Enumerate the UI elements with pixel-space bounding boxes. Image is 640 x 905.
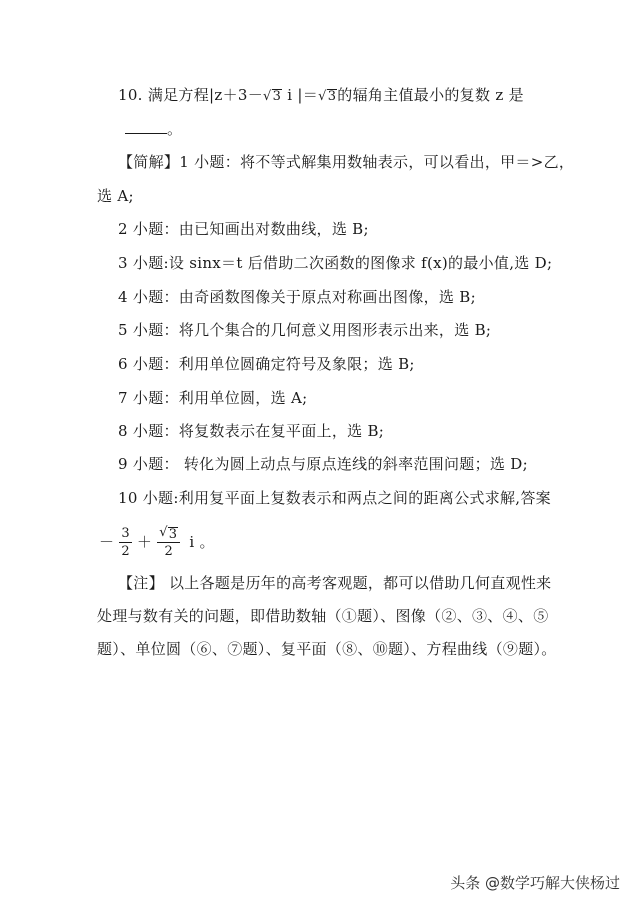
- solution-item-6: 6 小题：利用单位圆确定符号及象限；选 B;: [118, 355, 415, 373]
- plus-sign: ＋: [136, 533, 153, 551]
- note-line-2: 处理与数有关的问题，即借助数轴（①题）、图像（②、③、④、⑤: [97, 607, 549, 625]
- sqrt-symbol-2: √ 3: [318, 89, 337, 104]
- solution-item-9: 9 小题： 转化为圆上动点与原点连线的斜率范围问题；选 D;: [118, 455, 528, 473]
- fraction-1: $\frac{3}{2}$: [121, 525, 130, 559]
- minus-sign: －: [99, 533, 115, 551]
- solution-item-5: 5 小题：将几个集合的几何意义用图形表示出来，选 B;: [118, 321, 492, 339]
- solution-item-7: 7 小题：利用单位圆，选 A;: [118, 389, 308, 407]
- solution-item-3: 3 小题:设 sinx＝t 后借助二次函数的图像求 f(x)的最小值,选 D;: [118, 254, 553, 272]
- solution-item-10: 10 小题:利用复平面上复数表示和两点之间的距离公式求解,答案: [118, 489, 551, 507]
- solution-head: 【简解】1 小题：将不等式解集用数轴表示，可以看出，甲＝>乙，: [118, 153, 575, 171]
- sqrt-symbol-3: √ 3: [159, 525, 178, 542]
- watermark-text: 头条 @数学巧解大侠杨过: [450, 874, 620, 892]
- solution-head-cont: 选 A;: [97, 187, 134, 205]
- question-prefix: 10. 满足方程|z＋3－: [118, 86, 264, 104]
- sqrt-symbol: √ 3: [263, 89, 282, 104]
- question-middle: i |＝: [282, 86, 319, 104]
- solution-item-8: 8 小题：将复数表示在复平面上，选 B;: [118, 422, 385, 440]
- answer-expression: [97, 521, 215, 563]
- watermark: [450, 872, 620, 893]
- answer-blank-line: [125, 118, 182, 140]
- question-suffix: 的辐角主值最小的复数 z 是: [337, 86, 524, 104]
- solution-item-4: 4 小题：由奇函数图像关于原点对称画出图像，选 B;: [118, 288, 476, 306]
- fraction-2: √ 3 2: [157, 524, 180, 560]
- question-line: [118, 84, 524, 108]
- answer-blank: [125, 121, 167, 134]
- blank-end-mark: 。: [167, 120, 183, 138]
- note-line-3: 题）、单位圆（⑥、⑦题）、复平面（⑧、⑩题）、方程曲线（⑨题）。: [97, 640, 557, 658]
- note-line-1: 【注】 以上各题是历年的高考客观题，都可以借助几何直观性来: [118, 574, 552, 592]
- solution-item-2: 2 小题：由已知画出对数曲线，选 B;: [118, 220, 369, 238]
- answer-tail: i 。: [189, 533, 215, 551]
